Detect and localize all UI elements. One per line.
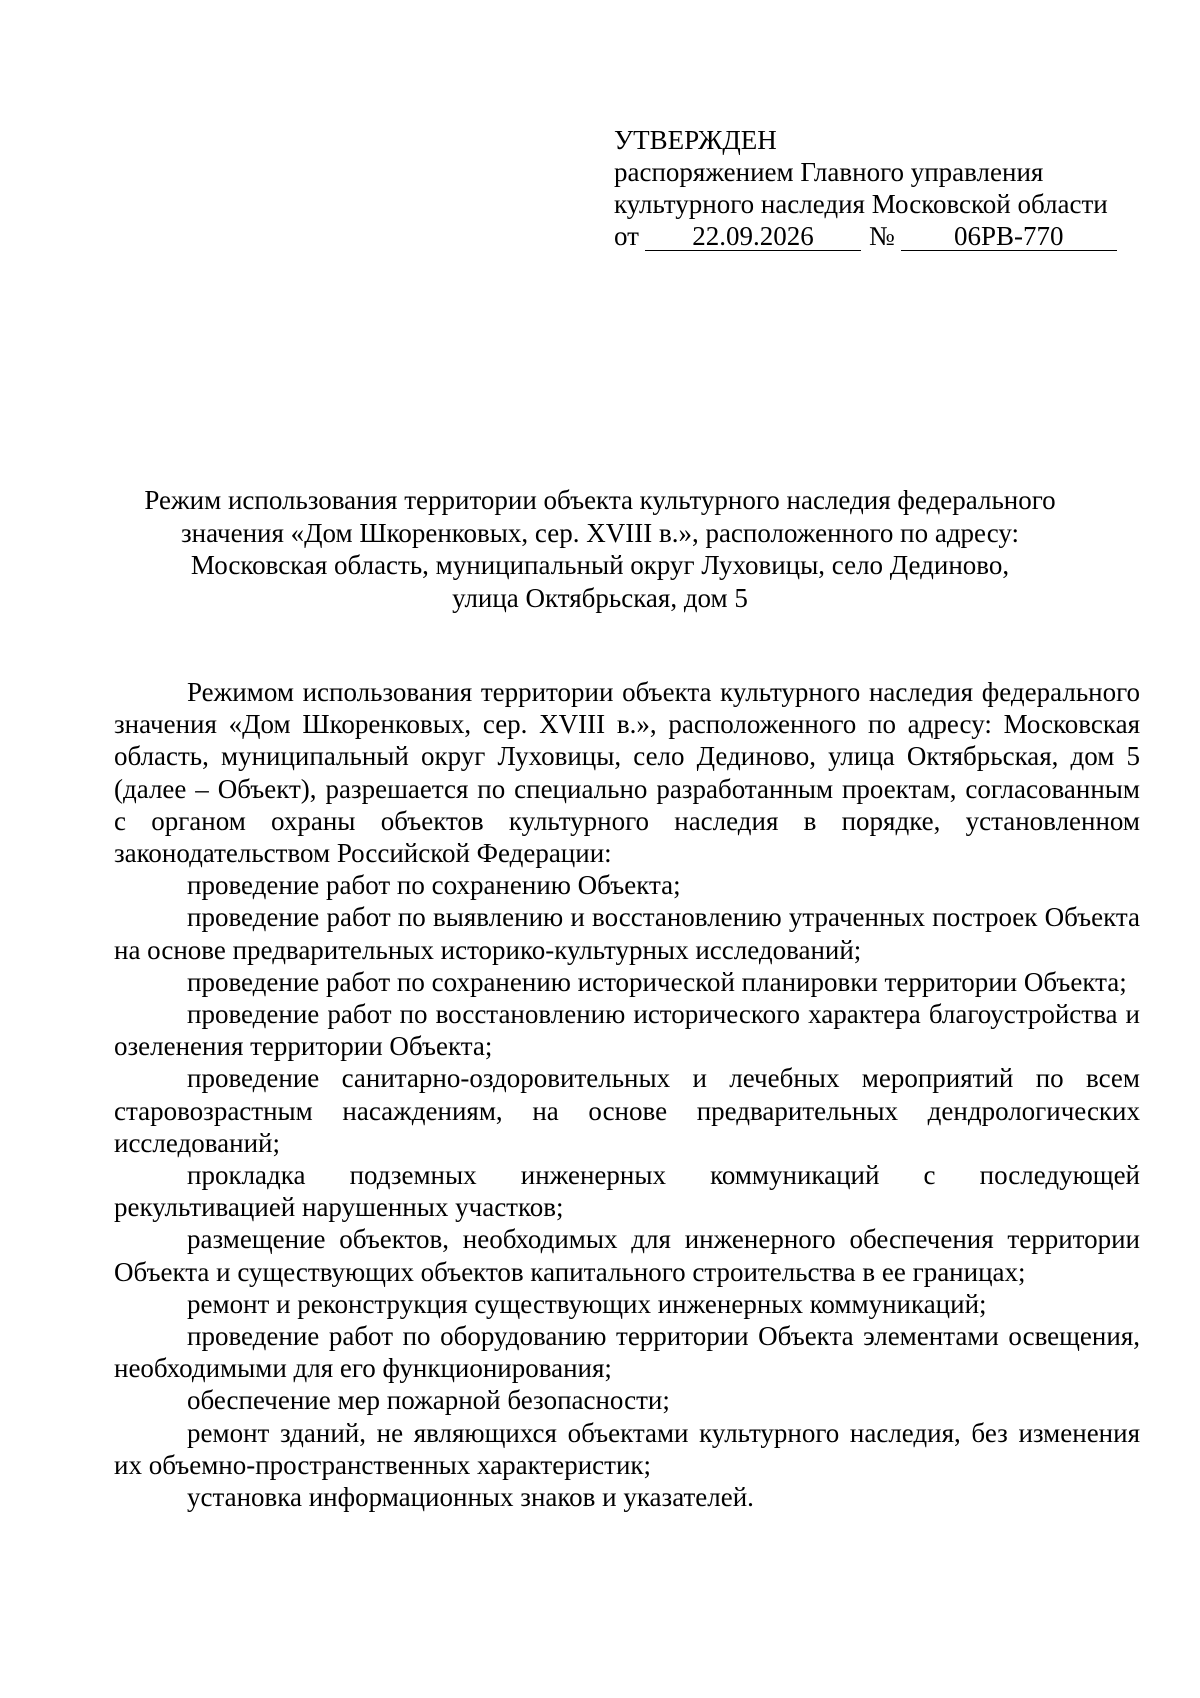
approval-date: 22.09.2026 [645, 222, 861, 251]
approval-line-1: распоряжением Главного управления [614, 157, 1044, 187]
list-item: проведение работ по выявлению и восстановлению утраченных построек Объекта на основе предварительных историко-культурных исследований; [114, 902, 1140, 965]
approval-block [614, 124, 1174, 252]
approval-heading: УТВЕРЖДЕН [614, 125, 777, 155]
list-item: проведение работ по оборудованию территории Объекта элементами освещения, необходимыми для его функционирования; [114, 1321, 1140, 1384]
list-item: проведение работ по сохранению исторической планировки территории Объекта; [187, 966, 1127, 997]
title-line-3: Московская область, муниципальный округ Луховицы, село Дединово, [190, 550, 1010, 580]
list-item: ремонт зданий, не являющихся объектами культурного наследия, без изменения их объемно-пространственных характеристик; [114, 1417, 1140, 1480]
from-label: от [614, 221, 639, 251]
title-line-4: улица Октябрьская, дом 5 [452, 582, 748, 613]
list-item: проведение санитарно-оздоровительных и лечебных мероприятий по всем старовозрастным насаждениям, на основе предварительных дендрологических исследований; [114, 1063, 1140, 1158]
intro-paragraph: Режимом использования территории объекта культурного наследия федерального значения «Дом Шкоренковых, сер. XVIII в.», расположенного по адресу: Московская область, муниципальный округ Луховицы, село Дединово, улица Октябрьская, дом 5 (далее – Объект), разрешается по специально разработанным проектам, согласованным с органом охраны объектов культурного наследия в порядке, установленном законодательством Российской Федерации: [114, 677, 1140, 869]
list-item: прокладка подземных инженерных коммуникаций с последующей рекультивацией нарушенных участков; [114, 1160, 1140, 1223]
list-item: установка информационных знаков и указателей. [187, 1482, 754, 1513]
approval-reference [614, 220, 1174, 252]
list-item: проведение работ по восстановлению исторического характера благоустройства и озеленения территории Объекта; [114, 999, 1140, 1062]
document-title [100, 484, 1100, 614]
document-body [114, 676, 1140, 1513]
number-sign: № [868, 221, 895, 251]
list-item: ремонт и реконструкция существующих инженерных коммуникаций; [187, 1288, 987, 1319]
list-item: проведение работ по сохранению Объекта; [187, 870, 681, 901]
approval-number: 06РВ-770 [901, 222, 1117, 251]
title-line-1: Режим использования территории объекта культурного наследия федерального [144, 485, 1056, 515]
approval-line-2: культурного наследия Московской области [614, 189, 1108, 219]
list-item: обеспечение мер пожарной безопасности; [187, 1385, 670, 1416]
list-item: размещение объектов, необходимых для инженерного обеспечения территории Объекта и существующих объектов капитального строительства в ее границах; [114, 1224, 1140, 1287]
title-line-2: значения «Дом Шкоренковых, сер. XVIII в.», расположенного по адресу: [180, 517, 1019, 548]
